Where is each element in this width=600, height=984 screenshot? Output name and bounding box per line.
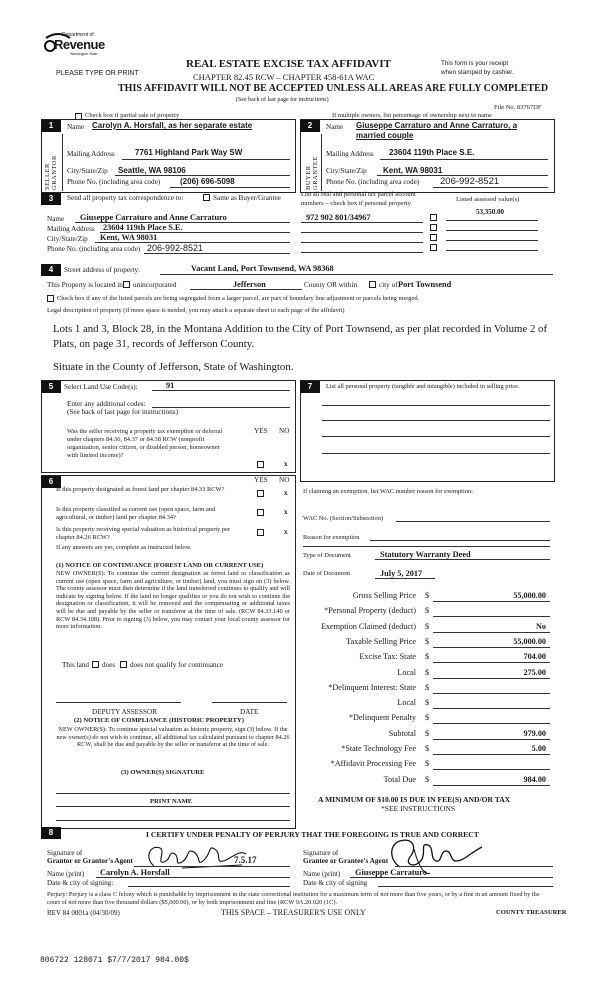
buyer-name-label: Name: [326, 123, 344, 131]
fee-line: [433, 616, 550, 617]
send-correspondence-label: Send all property tax correspondence to:: [67, 194, 184, 202]
fee-line: [433, 632, 550, 633]
county-treasurer: COUNTY TREASURER: [496, 909, 567, 916]
grantor-name-line: [96, 877, 290, 878]
county-or-label: County OR within: [304, 281, 358, 289]
minimum-note-1: A MINIMUM OF $10.00 IS DUE IN FEE(S) AND/OR TAX: [318, 795, 511, 804]
parcel-header-1: List all real and personal tax parcel account: [301, 191, 416, 198]
deputy-sig-line: [56, 702, 181, 703]
fee-dollar-sign: $: [425, 652, 430, 661]
fee-dollar-sign: $: [425, 759, 430, 768]
s6-q1-yes-checkbox[interactable]: [257, 490, 264, 497]
s3-city[interactable]: Kent, WA 98031: [100, 233, 158, 242]
fee-dollar-sign: $: [425, 775, 430, 784]
s6-q3-yes-checkbox[interactable]: [257, 529, 264, 536]
s3-name-label: Name: [47, 215, 65, 223]
s3-name[interactable]: Giuseppe Carraturo and Anne Carraturo: [80, 213, 227, 222]
fee-label: *Delinquent Penalty: [348, 713, 416, 722]
fee-label: *Personal Property (deduct): [324, 606, 416, 615]
fee-dollar-sign: $: [425, 713, 430, 722]
s6-if-yes: If any answers are yes, complete as instructed below.: [56, 544, 192, 551]
s6-q2: Is this property classified as current use (open space, farm and agricultural, or timber) land per chapter 84.34?: [56, 506, 216, 521]
assessed-header: Listed assessed value(s): [456, 196, 520, 203]
fee-value[interactable]: No: [535, 622, 546, 631]
parcel-line-1: [301, 222, 423, 223]
s6-no-header: NO: [279, 476, 290, 484]
same-as-buyer-checkbox[interactable]: [203, 194, 210, 201]
revenue-logo: [40, 32, 110, 60]
buyer-city-label: City/State/Zip: [326, 167, 367, 175]
reason-label: Reason for exemption: [303, 534, 360, 541]
fee-line: [433, 785, 550, 786]
legal-description-1: Lots 1 and 3, Block 28, in the Montana Addition to the City of Port Townsend, as per plat recorded in Volume 2 of: [53, 323, 548, 335]
owner-signature-label: (3) OWNER(S) SIGNATURE: [121, 769, 205, 776]
fee-dollar-sign: $: [425, 591, 430, 600]
grantee-sig-label-2: Grantee or Grantee's Agent: [303, 857, 389, 865]
s3-city-label: City/State/Zip: [47, 235, 88, 243]
print-name-label: PRINT NAME: [150, 798, 193, 805]
s5-yes-header: YES: [254, 427, 268, 435]
fee-label: Local: [397, 668, 416, 677]
fee-dollar-sign: $: [425, 698, 430, 707]
fee-dollar-sign: $: [425, 744, 430, 753]
file-number: File No. 83767DF: [494, 104, 542, 111]
grantee-sig-line: [395, 866, 553, 867]
s3-mailing[interactable]: 23604 119th Place S.E.: [103, 223, 183, 232]
s6-q3-no-mark[interactable]: x: [284, 528, 288, 536]
fee-label: Gross Selling Price: [352, 591, 416, 600]
wac-line: [396, 521, 550, 522]
s6-q1-no-mark[interactable]: x: [284, 489, 288, 497]
fee-dollar-sign: $: [425, 668, 430, 677]
buyer-mailing[interactable]: 23604 119th Place S.E.: [389, 148, 475, 157]
seller-name-label: Name: [67, 123, 85, 131]
buyer-mailing-line: [380, 159, 548, 160]
parcel-line-4: [301, 252, 423, 253]
fee-line: [433, 693, 550, 694]
receipt-note-2: when stamped by cashier.: [441, 69, 514, 76]
legal-description-3: Situate in the County of Jefferson, State of Washington.: [53, 361, 294, 373]
assessed-line-1: [446, 220, 538, 221]
assessed-line-2: [446, 230, 538, 231]
multiple-owners-label: If multiple owners, list percentage of ownership next to name: [332, 112, 492, 119]
section-7-number: 7: [300, 381, 320, 393]
certify-statement: I CERTIFY UNDER PENALTY OF PERJURY THAT THE FOREGOING IS TRUE AND CORRECT: [146, 830, 479, 839]
parcel-checkbox-2[interactable]: [430, 224, 437, 231]
legal-description-2: Plats, on page 31, records of Jefferson County.: [53, 338, 255, 350]
s6-q1: Is this property designated as forest land per chapter 84.33 RCW?: [56, 486, 225, 493]
does-not-label: does not qualify for continuance: [130, 661, 224, 669]
receipt-note-1: This form is your receipt: [441, 60, 509, 67]
fee-line: [433, 601, 550, 602]
additional-codes-label: Enter any additional codes:: [67, 400, 146, 408]
section-1-number: 1: [41, 120, 61, 132]
fee-value[interactable]: 5.00: [531, 744, 546, 753]
s3-mailing-label: Mailing Address: [47, 225, 95, 233]
buyer-phone[interactable]: 206-992-8521: [440, 176, 500, 187]
fee-label: Taxable Selling Price: [346, 637, 416, 646]
please-type: PLEASE TYPE OR PRINT: [56, 70, 139, 77]
s5-no-mark[interactable]: x: [284, 460, 288, 468]
buyer-divider: [321, 134, 322, 191]
form-title: REAL ESTATE EXCISE TAX AFFIDAVIT: [186, 58, 391, 70]
s6-q2-yes-checkbox[interactable]: [257, 509, 264, 516]
grantor-sig-label-2: Grantor or Grantor's Agent: [47, 857, 133, 865]
fee-line: [433, 662, 550, 663]
fee-value[interactable]: 55,000.00: [513, 591, 546, 600]
s6-q3: Is this property receiving special valuation as historical property per chapter 84.26 RCW?: [56, 526, 231, 541]
seller-city[interactable]: Seattle, WA 98106: [118, 166, 186, 175]
segregated-checkbox[interactable]: [47, 295, 54, 302]
land-use-line: [152, 390, 290, 391]
personal-line-2: [322, 420, 550, 421]
revision-number: REV 84 0001a (04/30/09): [47, 909, 120, 917]
land-use-label: Select Land Use Code(s):: [64, 383, 138, 391]
street-address[interactable]: Vacant Land, Port Townsend, WA 98368: [191, 264, 334, 273]
fee-value[interactable]: 979.00: [523, 729, 546, 738]
see-back: (See back of last page for instructions): [236, 97, 329, 103]
personal-line-1: [322, 405, 550, 406]
street-label: Street address of property:: [64, 266, 141, 274]
grantor-sig-line: [134, 866, 290, 867]
seller-phone-label: Phone No. (including area code): [67, 178, 161, 186]
fee-value[interactable]: 275.00: [523, 668, 546, 677]
assessed-value[interactable]: 53,350.00: [476, 208, 504, 216]
exemption-question: Was the seller receiving a property tax exemption or deferral under chapters 84.36, 84.37 or 84.38 RCW (nonprofit organization, senior citizen, or disabled person, homeowner with limited income)?: [67, 428, 223, 459]
grantee-date-line: [378, 886, 553, 887]
segregated-label: Check box if any of the listed parcels are being segregated from a larger parcel, are part of boundary line adjustment or parcels being merged.: [57, 295, 420, 302]
wac-label: WAC No. (Section/Subsection): [303, 515, 384, 522]
print-name-line-1: [56, 793, 290, 794]
fee-label: *Delinquent Interest: State: [328, 683, 416, 692]
form-chapter: CHAPTER 82.45 RCW – CHAPTER 458-61A WAC: [193, 72, 375, 82]
notice1-title: (1) NOTICE OF CONTINUANCE (FOREST LAND OR CURRENT USE): [56, 562, 264, 569]
reason-line-1: [370, 540, 550, 541]
print-name-line-3: [56, 820, 290, 821]
seller-city-line: [115, 175, 290, 176]
buyer-mailing-label: Mailing Address: [326, 150, 374, 158]
this-land-label: This land: [62, 661, 89, 669]
fee-label: *Affidavit Processing Fee: [330, 759, 416, 768]
dept-brand: Revenue: [54, 37, 105, 52]
grantor-name[interactable]: Carolyn A. Horsfall: [100, 868, 170, 877]
buyer-phone-label: Phone No. (including area code): [326, 178, 420, 186]
fee-label: Excise Tax: State: [359, 652, 416, 661]
section-2-number: 2: [300, 120, 320, 132]
personal-property-label: List all personal property (tangible and intangible) included in selling price.: [326, 383, 520, 390]
section-3-number: 3: [41, 193, 61, 205]
seller-side-label: SELLER GRANTOR: [44, 155, 58, 190]
fee-dollar-sign: $: [425, 729, 430, 738]
fee-dollar-sign: $: [425, 683, 430, 692]
fee-label: Local: [397, 698, 416, 707]
grantee-name-line: [350, 877, 553, 878]
seller-mailing-line: [122, 159, 290, 160]
fee-line: [433, 769, 550, 770]
buyer-side-label: BUYER GRANTEE: [305, 156, 319, 190]
s3-phone[interactable]: 206-992-8521: [147, 243, 204, 253]
deputy-date-label: DATE: [240, 708, 259, 716]
land-use-code[interactable]: 91: [166, 381, 175, 390]
fee-label: Total Due: [383, 775, 416, 784]
notice2-body: NEW OWNER(S): To continue special valuation as historic property, sign (3) below. If the new owner(s) do not wish to continue, all additional tax calculated pursuant to chapter 84.26 RCW, shall be due and payable by the seller or transferor at the time of sale.: [56, 726, 290, 749]
personal-line-4: [322, 453, 550, 454]
fee-value[interactable]: 984.00: [523, 775, 546, 784]
parcel-number[interactable]: 972 902 801/34967: [306, 213, 371, 222]
same-as-buyer-label: Same as Buyer/Grantee: [213, 194, 281, 202]
doc-type-line: [375, 559, 550, 560]
section-6-number: 6: [41, 476, 61, 488]
buyer-phone-line: [433, 187, 548, 188]
parcel-line-3: [301, 242, 423, 243]
partial-sale-label: Check box if partial sale of property: [85, 112, 180, 119]
section-4-number: 4: [41, 264, 61, 276]
street-line: [160, 274, 553, 275]
s5-yes-checkbox[interactable]: [257, 461, 264, 468]
fee-line: [433, 754, 550, 755]
grantee-name[interactable]: Giuseppe Carraturo: [355, 868, 427, 877]
county-line: [190, 289, 302, 290]
seller-mailing[interactable]: 7761 Highland Park Way SW: [135, 148, 243, 157]
deputy-assessor-label: DEPUTY ASSESSOR: [92, 708, 158, 716]
fee-label: Exemption Claimed (deduct): [320, 622, 416, 631]
s3-phone-line: [144, 253, 290, 254]
doc-type-label: Type of Document: [303, 552, 351, 559]
parcel-checkbox-3[interactable]: [430, 234, 437, 241]
perjury-notice: Perjury: Perjury is a class C felony which is punishable by imprisonment in the state correctional institution for a maximum term of not more than five years, or by a fine in an amount fixed by the court of not more than five thousand dollars ($5,000.00), or by both imprisonment and fine (RCW 9A.20.020 (1C).: [47, 891, 540, 906]
seller-phone-line: [170, 187, 290, 188]
grantor-date-label: Date & city of signing:: [47, 879, 114, 887]
fee-line: [433, 678, 550, 679]
parcel-header-2: numbers – check box if personal property: [301, 200, 411, 207]
seller-name[interactable]: Carolyn A. Horsfall, as her separate estate: [92, 121, 253, 130]
minimum-note-2: *SEE INSTRUCTIONS: [381, 804, 456, 813]
notice1-body: NEW OWNER(S): To continue the current designation as forest land or classification as current use (open space, farm and agriculture, or timber) land, you must sign on (3) below. The county assessor must then determine if the land transferred continues to qualify and will indicate by signing below. If the land no longer qualifies or you do not wish to continue the designation or classification, it will be removed and the compensating or additional taxes will be due and payable by the seller or transferor at the time of sale. (RCW 84.33.140 or RCW 84.34.108). Prior to signing (3) below, you may contact your local county assessor for more information.: [56, 570, 290, 631]
does-label: does: [102, 661, 116, 669]
does-not-checkbox[interactable]: [120, 661, 127, 668]
county-name[interactable]: Jefferson: [233, 280, 266, 289]
fee-dollar-sign: $: [425, 637, 430, 646]
s6-yes-header: YES: [254, 476, 268, 484]
dept-state: Washington State: [70, 52, 98, 56]
grantee-name-label: Name (print): [303, 870, 341, 878]
city-of-label: city of: [379, 281, 398, 289]
section-7-box: [300, 380, 555, 482]
legal-label: Legal description of property (if more space is needed, you may attach a separate sheet to each page of the affidavit): [47, 307, 345, 314]
parcel-checkbox-1[interactable]: [430, 214, 437, 221]
s6-q2-no-mark[interactable]: x: [284, 508, 288, 516]
assessed-line-3: [446, 240, 538, 241]
doc-date-line: [375, 578, 435, 579]
grantor-name-label: Name (print): [47, 870, 85, 878]
print-name-line-2: [56, 806, 290, 807]
doc-date-label: Date of Document: [303, 570, 351, 577]
additional-codes-note: (See back of last page for instructions): [67, 408, 178, 416]
fee-label: Subtotal: [388, 729, 416, 738]
seller-mailing-label: Mailing Address: [67, 150, 115, 158]
dept-top: Department of: [62, 32, 94, 38]
fee-label: *State Technology Fee: [341, 744, 416, 753]
form-warning: THIS AFFIDAVIT WILL NOT BE ACCEPTED UNLESS ALL AREAS ARE FULLY COMPLETED: [118, 83, 549, 94]
buyer-name-line1[interactable]: Giuseppe Carraturo and Anne Carraturo, a: [356, 121, 518, 130]
notice2-title: (2) NOTICE OF COMPLIANCE (HISTORIC PROPERTY): [74, 717, 244, 724]
grantor-date-line: [128, 886, 290, 887]
unincorporated-label: unincorporated: [133, 281, 177, 289]
located-prefix: This Property is located in: [47, 281, 123, 289]
buyer-name-line2[interactable]: married couple: [356, 131, 414, 140]
doc-type[interactable]: Statutory Warranty Deed: [380, 550, 471, 559]
grantee-date-label: Date & city of signing: [303, 879, 368, 887]
s3-phone-label: Phone No. (including area code): [47, 245, 141, 253]
claim-exemption-label: If claiming an exemption, list WAC number reason for exemption:: [303, 488, 473, 495]
section-8-number: 8: [41, 827, 61, 839]
city-of[interactable]: Port Townsend: [398, 280, 452, 289]
section-5-number: 5: [41, 381, 61, 393]
doc-date[interactable]: July 5, 2017: [380, 569, 423, 578]
treasurer-space: THIS SPACE – TREASURER'S USE ONLY: [221, 908, 366, 917]
grantor-sig-label-1: Signature of: [47, 849, 83, 857]
fee-line: [433, 647, 550, 648]
deputy-date-line: [212, 702, 287, 703]
seller-phone[interactable]: (206) 696-5098: [180, 177, 235, 186]
fee-value[interactable]: 704.00: [523, 652, 546, 661]
reason-line-2: [303, 546, 550, 547]
grantor-sig-date[interactable]: 7.5.17: [234, 855, 257, 865]
s5-no-header: NO: [279, 427, 290, 435]
fee-line: [433, 708, 550, 709]
seller-city-label: City/State/Zip: [67, 167, 108, 175]
assessed-line-4: [446, 250, 538, 251]
does-checkbox[interactable]: [92, 661, 99, 668]
seller-divider: [62, 134, 63, 191]
within-city-checkbox[interactable]: [369, 281, 376, 288]
parcel-checkbox-4[interactable]: [430, 244, 437, 251]
buyer-city[interactable]: Kent, WA 98031: [383, 166, 443, 175]
parcel-line-2: [301, 232, 423, 233]
fee-line: [433, 739, 550, 740]
fee-line: [433, 723, 550, 724]
fee-dollar-sign: $: [425, 622, 430, 631]
cashier-stamp: 806722 128071 $7/7/2017 984.00$: [40, 956, 189, 965]
fee-dollar-sign: $: [425, 606, 430, 615]
personal-line-3: [322, 436, 550, 437]
unincorporated-checkbox[interactable]: [123, 281, 130, 288]
fee-value[interactable]: 55,000.00: [513, 637, 546, 646]
grantee-sig-label-1: Signature of: [303, 849, 339, 857]
